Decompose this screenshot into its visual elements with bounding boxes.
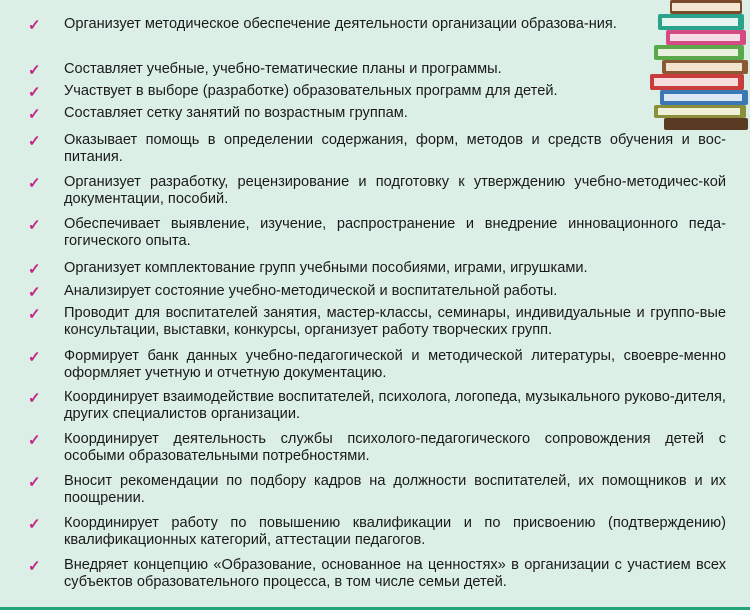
check-icon: ✓ bbox=[28, 217, 41, 234]
check-icon: ✓ bbox=[28, 516, 41, 533]
book-stack-icon bbox=[648, 0, 750, 130]
list-item-text: Составляет учебные, учебно-тематические планы и программы. bbox=[64, 61, 502, 77]
list-item-text: Организует комплектование групп учебными пособиями, играми, игрушками. bbox=[64, 260, 588, 276]
check-icon: ✓ bbox=[28, 133, 41, 150]
check-icon: ✓ bbox=[28, 17, 41, 34]
check-icon: ✓ bbox=[28, 390, 41, 407]
check-icon: ✓ bbox=[28, 558, 41, 575]
list-item-text: Формирует банк данных учебно-педагогической и методической литературы, своевре-менно оформляет учетную и отчетную документацию. bbox=[64, 348, 726, 381]
list-item-text: Внедряет концепцию «Образование, основанное на ценностях» в организации с участием всех субъектов образовательного процесса, в том числе семьи детей. bbox=[64, 557, 726, 590]
list-item-text: Оказывает помощь в определении содержания, форм, методов и средств обучения и вос-питания. bbox=[64, 132, 726, 165]
list-item-text: Организует методическое обеспечение деятельности организации образова-ния. bbox=[64, 16, 617, 32]
list-item-text: Организует разработку, рецензирование и подготовку к утверждению учебно-методичес-кой документации, пособий. bbox=[64, 174, 726, 207]
check-icon: ✓ bbox=[28, 474, 41, 491]
check-icon: ✓ bbox=[28, 432, 41, 449]
check-icon: ✓ bbox=[28, 284, 41, 301]
check-icon: ✓ bbox=[28, 84, 41, 101]
list-item-text: Координирует деятельность службы психолого-педагогического сопровождения детей с особыми образовательными потребностями. bbox=[64, 431, 726, 464]
check-icon: ✓ bbox=[28, 261, 41, 278]
list-item-text: Координирует взаимодействие воспитателей, психолога, логопеда, музыкального руково-дителя, других специалистов организации. bbox=[64, 389, 726, 422]
check-icon: ✓ bbox=[28, 106, 41, 123]
check-icon: ✓ bbox=[28, 306, 41, 323]
list-item-text: Составляет сетку занятий по возрастным группам. bbox=[64, 105, 408, 121]
list-item-text: Вносит рекомендации по подбору кадров на должности воспитателей, их помощников и их поощрении. bbox=[64, 473, 726, 506]
list-item-text: Координирует работу по повышению квалификации и по присвоению (подтверждению) квалификационных категорий, аттестации педагогов. bbox=[64, 515, 726, 548]
list-item-text: Обеспечивает выявление, изучение, распространение и внедрение инновационного педа-гогического опыта. bbox=[64, 216, 726, 249]
list-item-text: Участвует в выборе (разработке) образовательных программ для детей. bbox=[64, 83, 558, 99]
check-icon: ✓ bbox=[28, 175, 41, 192]
check-icon: ✓ bbox=[28, 349, 41, 366]
list-item-text: Проводит для воспитателей занятия, мастер-классы, семинары, индивидуальные и группо-вые консультации, выставки, конкурсы, организует работу творческих групп. bbox=[64, 305, 726, 338]
check-icon: ✓ bbox=[28, 62, 41, 79]
list-item-text: Анализирует состояние учебно-методической и воспитательной работы. bbox=[64, 283, 558, 299]
